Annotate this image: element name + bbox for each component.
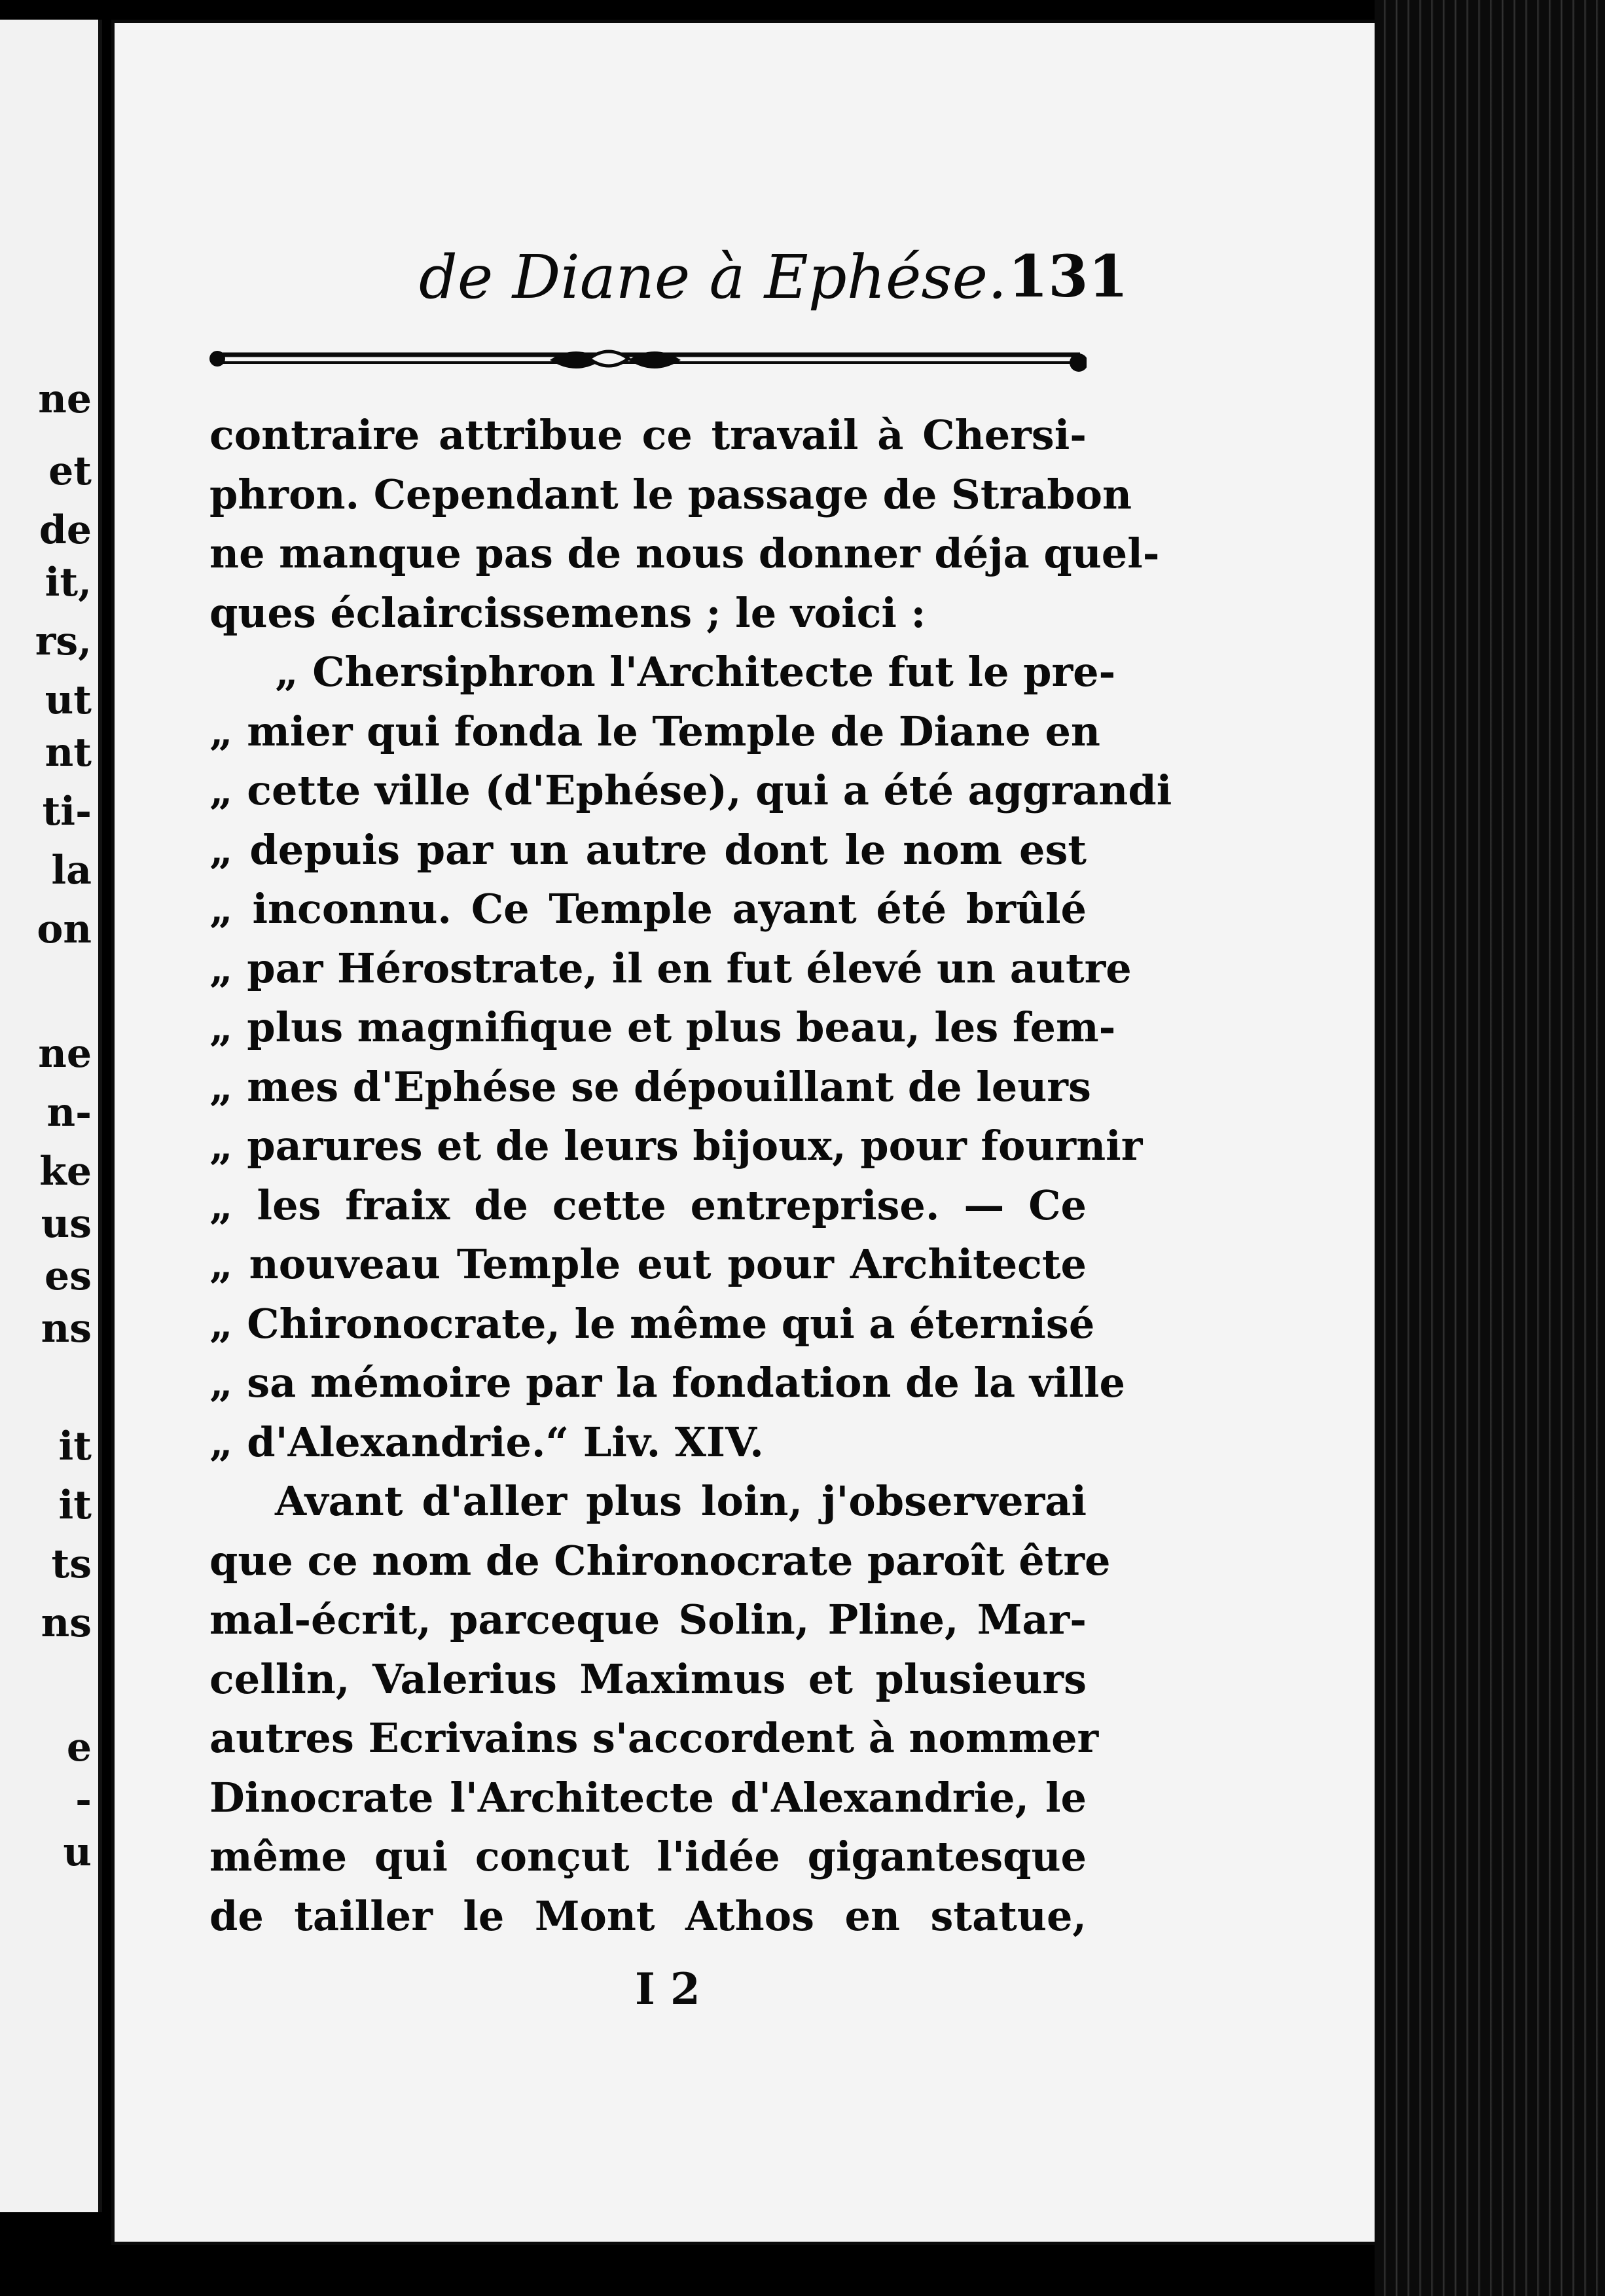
text-line: même qui conçut l'idée gigantesque (209, 1833, 1087, 1880)
text-line: „ depuis par un autre dont le nom est (209, 825, 1087, 874)
left-page-fragment: ut (45, 677, 92, 723)
left-page-fragment: de (39, 507, 92, 553)
left-page-fragment: it, (45, 560, 92, 605)
text-line: „ Chironocrate, le même qui a éternisé (209, 1299, 1095, 1348)
text-line: „ Chersiphron l'Architecte fut le pre- (275, 648, 1116, 696)
left-page-fragment: ke (39, 1149, 92, 1194)
text-line: „ cette ville (d'Ephése), qui a été aggrandi (209, 766, 1172, 814)
left-page-fragment: ns (41, 1600, 92, 1646)
text-line: Avant d'aller plus loin, j'observerai (275, 1477, 1087, 1525)
left-page-fragment: u (63, 1829, 92, 1875)
left-page-fragment: n- (46, 1090, 92, 1136)
left-page-fragment: es (45, 1253, 92, 1299)
text-line: „ nouveau Temple eut pour Architecte (209, 1240, 1087, 1288)
body-text (209, 406, 1172, 1946)
text-line: cellin, Valerius Maximus et plusieurs (209, 1655, 1087, 1703)
text-line: de tailler le Mont Athos en statue, (209, 1892, 1087, 1940)
page-header (419, 242, 1128, 321)
left-page-fragment: us (41, 1201, 92, 1247)
text-line: contraire attribue ce travail à Chersi- (209, 411, 1087, 459)
running-title: de Diane à Ephése. (419, 242, 1007, 312)
page-number: 131 (1008, 242, 1128, 310)
text-line: „ mier qui fonda le Temple de Diane en (209, 707, 1100, 755)
text-line: mal-écrit, parceque Solin, Pline, Mar- (209, 1596, 1087, 1643)
left-page-fragment: it (58, 1424, 92, 1469)
text-line: „ inconnu. Ce Temple ayant été brûlé (209, 885, 1087, 933)
left-page-fragment: ns (41, 1306, 92, 1352)
left-page-fragment: e (66, 1725, 92, 1770)
text-line: Dinocrate l'Architecte d'Alexandrie, le (209, 1773, 1087, 1821)
text-line: „ par Hérostrate, il en fut élevé un autre (209, 944, 1132, 992)
text-line: „ sa mémoire par la fondation de la ville (209, 1359, 1125, 1407)
text-line: ques éclaircissemens ; le voici : (209, 588, 926, 637)
left-page-fragment: ti- (42, 789, 92, 834)
left-page-fragment: ne (38, 376, 92, 422)
header-ornament (209, 340, 1087, 380)
left-page-fragment: it (58, 1482, 92, 1528)
text-line: „ mes d'Ephése se dépouillant de leurs (209, 1062, 1091, 1111)
left-page-fragment: rs, (35, 619, 92, 664)
left-page-fragment: nt (45, 730, 92, 776)
left-page-fragment: ts (51, 1541, 92, 1587)
text-line: „ d'Alexandrie.“ Liv. XIV. (209, 1418, 764, 1466)
text-line: „ plus magnifique et plus beau, les fem- (209, 1003, 1116, 1051)
text-line: ne manque pas de nous donner déja quel- (209, 529, 1160, 577)
text-line: autres Ecrivains s'accordent à nommer (209, 1714, 1099, 1762)
text-line: „ les fraix de cette entreprise. — Ce (209, 1181, 1087, 1229)
text-line: phron. Cependant le passage de Strabon (209, 470, 1132, 518)
text-line: que ce nom de Chironocrate paroît être (209, 1536, 1111, 1585)
left-page-fragment: la (51, 848, 92, 893)
text-line: „ parures et de leurs bijoux, pour fournir (209, 1122, 1143, 1170)
left-page-fragment: - (75, 1777, 92, 1823)
left-page-fragment: on (37, 906, 92, 952)
left-page-fragment: et (48, 448, 92, 494)
book-page-edges (1375, 0, 1605, 2296)
left-page-edge (0, 20, 102, 2212)
signature-mark: I 2 (635, 1964, 700, 2015)
left-page-fragment: ne (38, 1031, 92, 1077)
